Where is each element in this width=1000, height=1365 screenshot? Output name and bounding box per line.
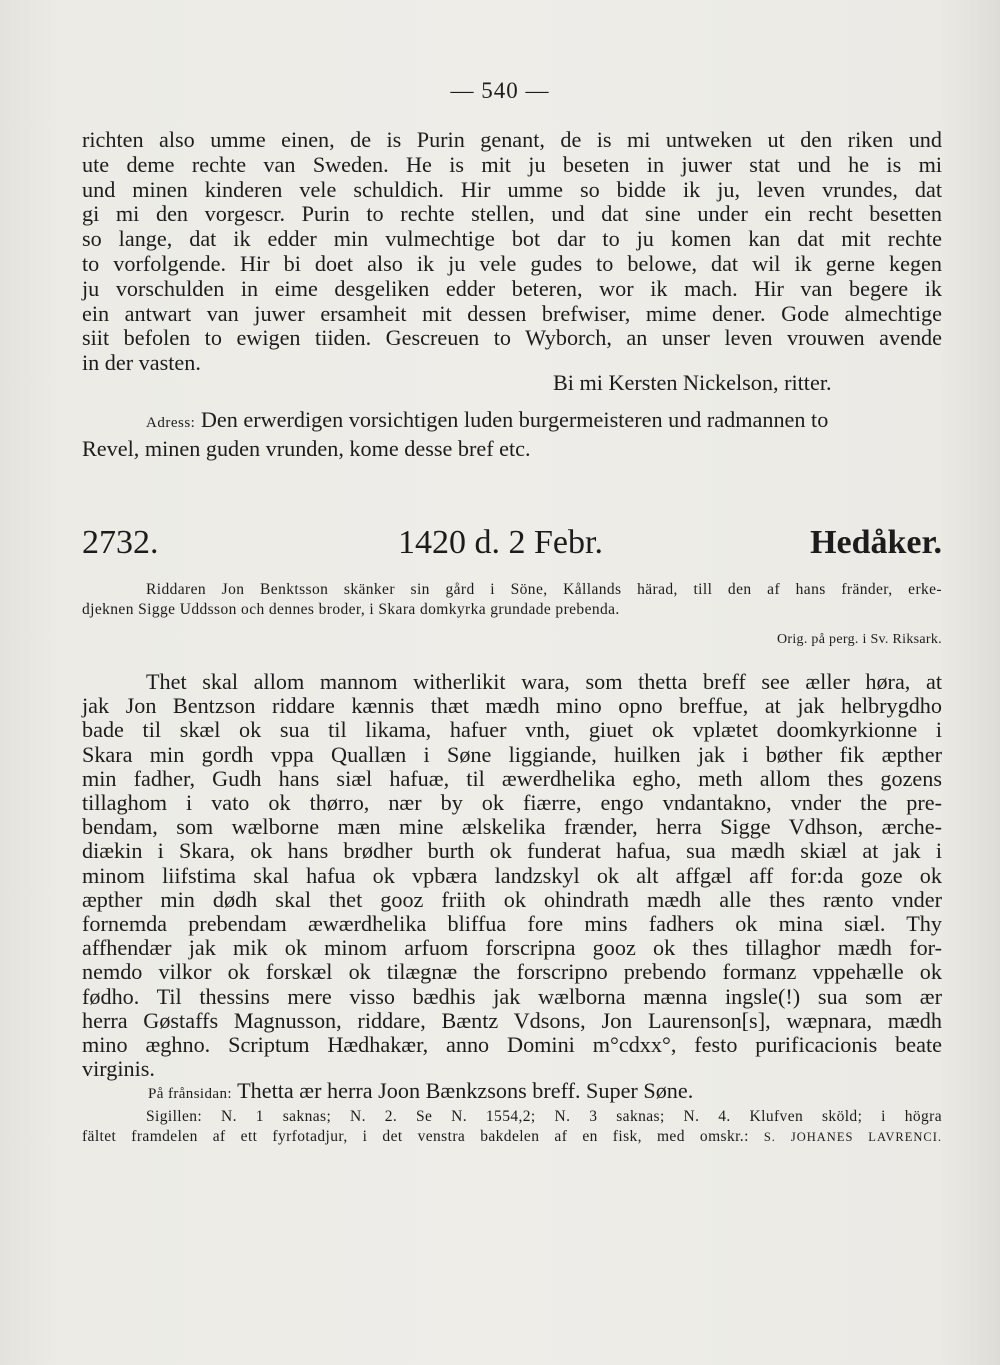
text-line: siit befolen to ewigen tiiden. Gescreuen to Wyborch, an unser leven vrouwen avende [82, 325, 942, 351]
text-line: bendam, som wælborne mæn mine ælskelika frænder, herra Sigge Vdhson, ærche- [82, 814, 942, 840]
page-number: — 540 — [450, 78, 550, 103]
text-line: so lange, dat ik edder min vulmechtige bot dar to ju komen kan dat mit rechte [82, 226, 942, 252]
seals-note [82, 1107, 942, 1147]
entry-number: 2732. [82, 524, 159, 561]
back-note [148, 1078, 848, 1104]
entry-heading [82, 524, 942, 564]
text-line: fødho. Til thessins mere visso bædhis jak wælborna mænna ingsle(!) sua som ær [82, 983, 942, 1009]
text-line: fornemda prebendam æwærdhelika bliffua fore mins fadhers ok mina siæl. Thy [82, 911, 942, 937]
address-text: Den erwerdigen vorsichtigen luden burgermeisteren und radmannen to [200, 407, 829, 432]
text-line: bade til skæl ok sua til likama, hafuer vnth, giuet ok vplætet doomkyrkionne i [82, 717, 942, 743]
text-line: nemdo vilkor ok forskæl ok tilægnæ the forscripno prebendo formanz vppehælle ok [82, 959, 942, 985]
entry-summary [82, 580, 942, 620]
text-line: minom liifstima skal hafua ok vpbæra landzskyl ok alt affgæl aff for:da goze ok [82, 862, 942, 888]
text-line: tillaghom i vato ok thørro, nær by ok fiærre, engo vndantakno, vnder the pre- [82, 790, 942, 816]
charter-text [82, 670, 942, 1081]
address-line [82, 407, 942, 436]
seals-line [82, 1127, 942, 1147]
text-line: in der vasten. [82, 350, 201, 376]
text-line: ute deme rechte van Sweden. He is mit ju beseten in juwer stat und he is mi [82, 151, 942, 177]
text-line: ju vorschulden in eime desgeliken edder beteren, wor ik mach. Hir van begere ik [82, 275, 942, 301]
text-line: herra Gøstaffs Magnusson, riddare, Bæntz Vdsons, Jon Laurenson[s], wæpnara, mædh [82, 1007, 942, 1033]
address-line: Revel, minen guden vrunden, kome desse bref etc. [82, 436, 531, 461]
summary-line: djeknen Sigge Uddsson och dennes broder, i Skara domkyrka grundade prebenda. [82, 601, 620, 618]
back-note-label: På frånsidan: [148, 1086, 232, 1102]
text-line: und minen kinderen vele schuldich. Hir umme so bidde ik ju, leven vrundes, dat [82, 176, 942, 202]
entry-date: 1420 d. 2 Febr. [398, 524, 603, 561]
text-line: mino æghno. Scriptum Hædhakær, anno Domini m°cdxx°, festo purificacionis beate [82, 1032, 942, 1058]
text-line: to vorfolgende. Hir bi doet also ik ju vele gudes to belowe, dat wil ik gerne kegen [82, 250, 942, 276]
summary-line: Riddaren Jon Benktsson skänker sin gård i Söne, Kållands härad, till den af hans fränder, erke- [146, 581, 942, 598]
text-line: affhendær jak mik ok minom arfuom forscripna gooz ok thes tillaghor mædh for- [82, 935, 942, 961]
entry-place: Hedåker. [810, 524, 942, 561]
text-line: diækin i Skara, ok hans brødher burth ok funderat hafua, sua mædh skiæl at jak i [82, 838, 942, 864]
text-line: richten also umme einen, de is Purin genant, de is mi untweken ut den riken und [82, 127, 942, 152]
seal-legend: S. JOHANES LAVRENCI. [763, 1130, 943, 1144]
text-line: gi mi den vorgescr. Purin to rechte stellen, und dat sine under ein recht besetten [82, 201, 942, 227]
address-block [82, 407, 942, 462]
text-line: jak Jon Bentzson riddare kænnis thæt mædh mino opno breffue, at jak helbrygdho [82, 693, 942, 719]
text-line: æpther min dødh skal thet gooz friith ok ohindrath mædh alle thes ræntо vnder [82, 886, 942, 912]
letter-text [82, 128, 942, 376]
text-line: min fadher, Gudh hans siæl hafuæ, til æwerdhelika egho, meth allom thes gozens [82, 765, 942, 791]
text-line: Skara min gordh vppa Quallæn i Søne liggiande, huilken jak i bøther fik æpther [82, 741, 942, 767]
text-line: Thet skal allom mannom witherlikit wara, som thetta breff see æller høra, at [146, 669, 942, 694]
address-label: Adress: [146, 415, 196, 431]
seals-text: fältet framdelen af ett fyrfotadjur, i det venstra bakdelen af en fisk, med omskr.: [82, 1128, 749, 1145]
text-line: virginis. [82, 1056, 155, 1082]
seals-line: Sigillen: N. 1 saknas; N. 2. Se N. 1554,2; N. 3 saknas; N. 4. Klufven sköld; i högra [146, 1108, 942, 1125]
back-note-text: Thetta ær herra Joon Bænkzsons breff. Super Søne. [237, 1078, 694, 1103]
signature: Bi mi Kersten Nickelson, ritter. [553, 370, 832, 395]
text-line: ein antwart van juwer ersamheit mit dessen brefwiser, mime dener. Gode almechtige [82, 300, 942, 326]
source-note: Orig. på perg. i Sv. Riksark. [776, 632, 942, 647]
